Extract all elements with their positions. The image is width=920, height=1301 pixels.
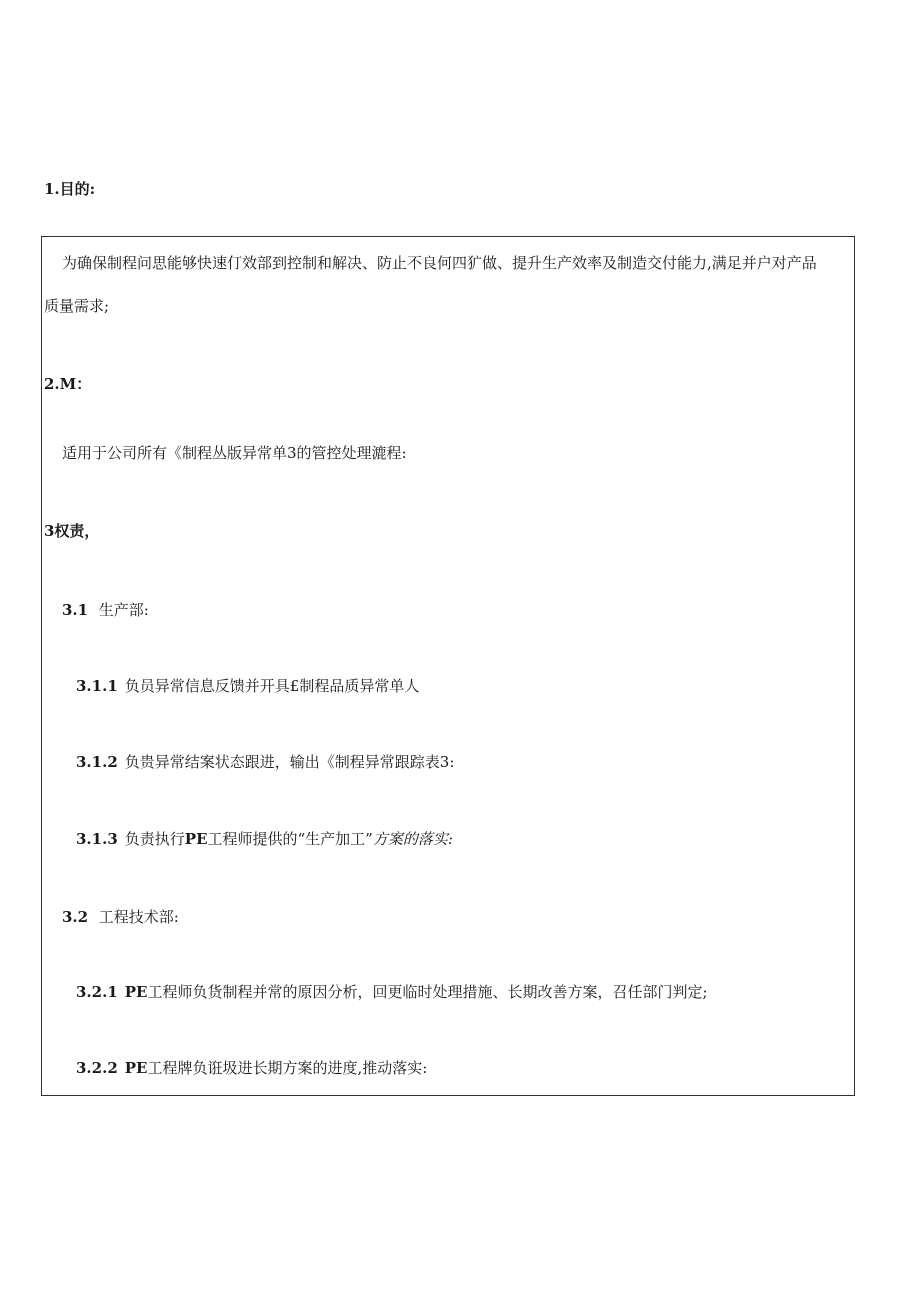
section-number: 3.1 [62, 601, 89, 619]
section-number: 3.2.2 [76, 1059, 118, 1077]
section-3-1-2 [76, 752, 454, 772]
section-text: 负员异常信息反馈并开具£制程品质异常单人 [124, 677, 420, 695]
section-3-1-3 [76, 829, 453, 849]
purpose-line-2: 质量需求; [44, 297, 110, 315]
section-3-2-2 [76, 1058, 427, 1078]
section-text-pe: PE [124, 983, 148, 1001]
section-3-2 [62, 907, 179, 927]
purpose-line-1: 为确保制程问思能够快速仃效部到控制和解决、防止不良何四犷做、提升生产效率及制造交付能力,满足并户对产品 [62, 254, 817, 272]
section-label: 工程技术部: [98, 908, 179, 926]
heading-scope: 2.M： [44, 375, 92, 393]
section-text: 负贵异常结案状态跟进，输出《制程异常跟踪表3: [124, 753, 455, 771]
section-number: 3.2.1 [76, 983, 118, 1001]
section-3-2-1 [76, 982, 708, 1002]
section-text: 工程师提供的“生产加工” [207, 830, 373, 848]
heading-purpose: 1.目的: [44, 180, 96, 198]
heading-responsibility: 3权责， [44, 522, 100, 540]
content-box [41, 236, 855, 1096]
section-label: 生产部: [98, 601, 149, 619]
section-text-italic: 方案的落实: [372, 830, 453, 848]
section-text-pe: PE [184, 830, 208, 848]
section-text: 工程牌负诳圾进长期方案的进度,推动落实: [147, 1059, 428, 1077]
section-number: 3.1.1 [76, 677, 118, 695]
section-number: 3.2 [62, 908, 89, 926]
section-3-1 [62, 600, 149, 620]
section-text: 工程师负货制程并常的原因分析，回更临时处理措施、长期改善方案，召任部门判定; [147, 983, 708, 1001]
section-text-pe: PE [124, 1059, 148, 1077]
section-number: 3.1.3 [76, 830, 118, 848]
section-text: 负责执行 [124, 830, 185, 848]
section-number: 3.1.2 [76, 753, 118, 771]
scope-text: 适用于公司所有《制程丛版异常单3的管控处理漉程: [62, 444, 407, 462]
section-3-1-1 [76, 676, 419, 696]
